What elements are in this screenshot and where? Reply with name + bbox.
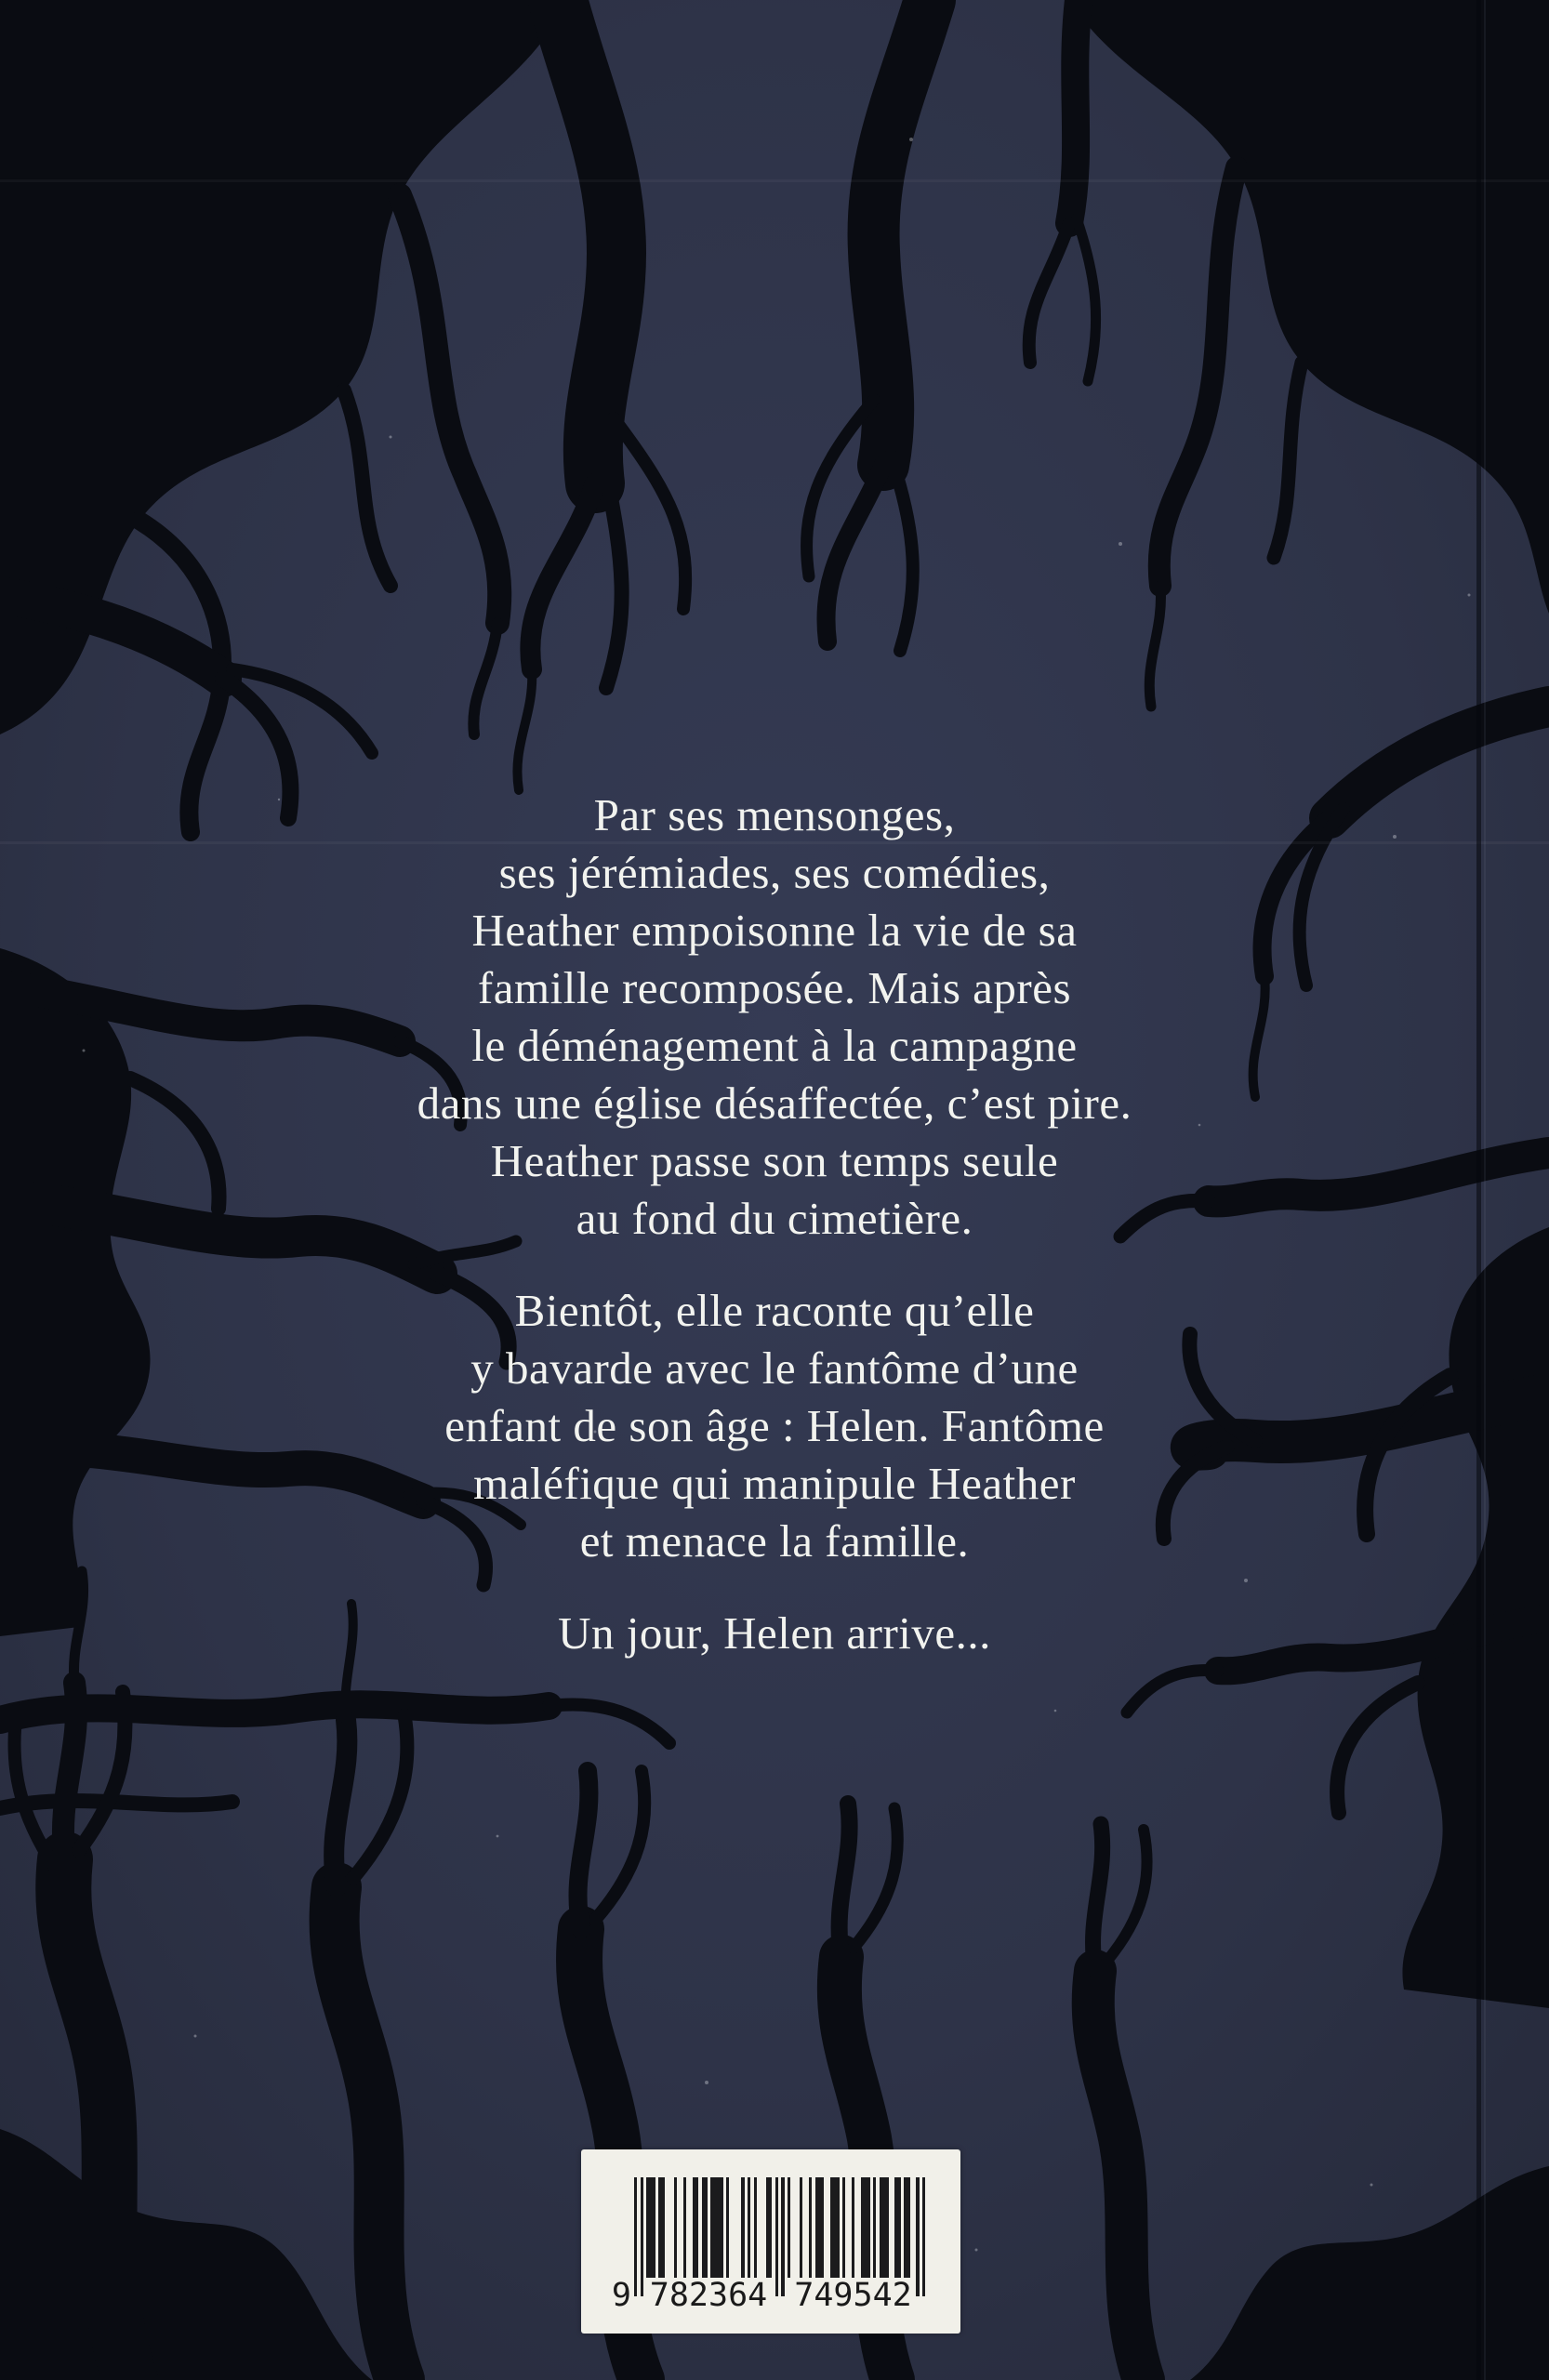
barcode-group2: 749542	[794, 2277, 912, 2314]
blurb-line: Un jour, Helen arrive...	[558, 1607, 991, 1659]
blurb-line: le déménagement à la campagne	[471, 1020, 1078, 1071]
blurb-line: famille recomposée. Mais après	[477, 962, 1072, 1013]
blurb-paragraph-2	[0, 1282, 1549, 1570]
blurb-paragraph-3	[0, 1605, 1549, 1662]
barcode-label	[581, 2149, 960, 2334]
blurb-line: Heather passe son temps seule	[490, 1135, 1059, 1186]
blurb-line: enfant de son âge : Helen. Fantôme	[444, 1400, 1105, 1451]
blurb-line: maléfique qui manipule Heather	[473, 1458, 1076, 1509]
blurb-line: ses jérémiades, ses comédies,	[498, 847, 1051, 898]
barcode-first-digit: 9	[611, 2277, 631, 2314]
blurb	[0, 787, 1549, 1662]
blurb-paragraph-1	[0, 787, 1549, 1248]
blurb-line: Par ses mensonges,	[593, 789, 956, 840]
blurb-line: dans une église désaffectée, c’est pire.	[417, 1078, 1132, 1129]
blurb-line: au fond du cimetière.	[576, 1193, 973, 1244]
blurb-line: Heather empoisonne la vie de sa	[471, 905, 1078, 956]
blurb-line: et menace la famille.	[579, 1515, 970, 1567]
barcode-group1: 782364	[649, 2277, 768, 2314]
blurb-line: y bavarde avec le fantôme d’une	[470, 1342, 1079, 1394]
barcode-digits	[581, 2278, 960, 2315]
blurb-line: Bientôt, elle raconte qu’elle	[514, 1285, 1035, 1336]
